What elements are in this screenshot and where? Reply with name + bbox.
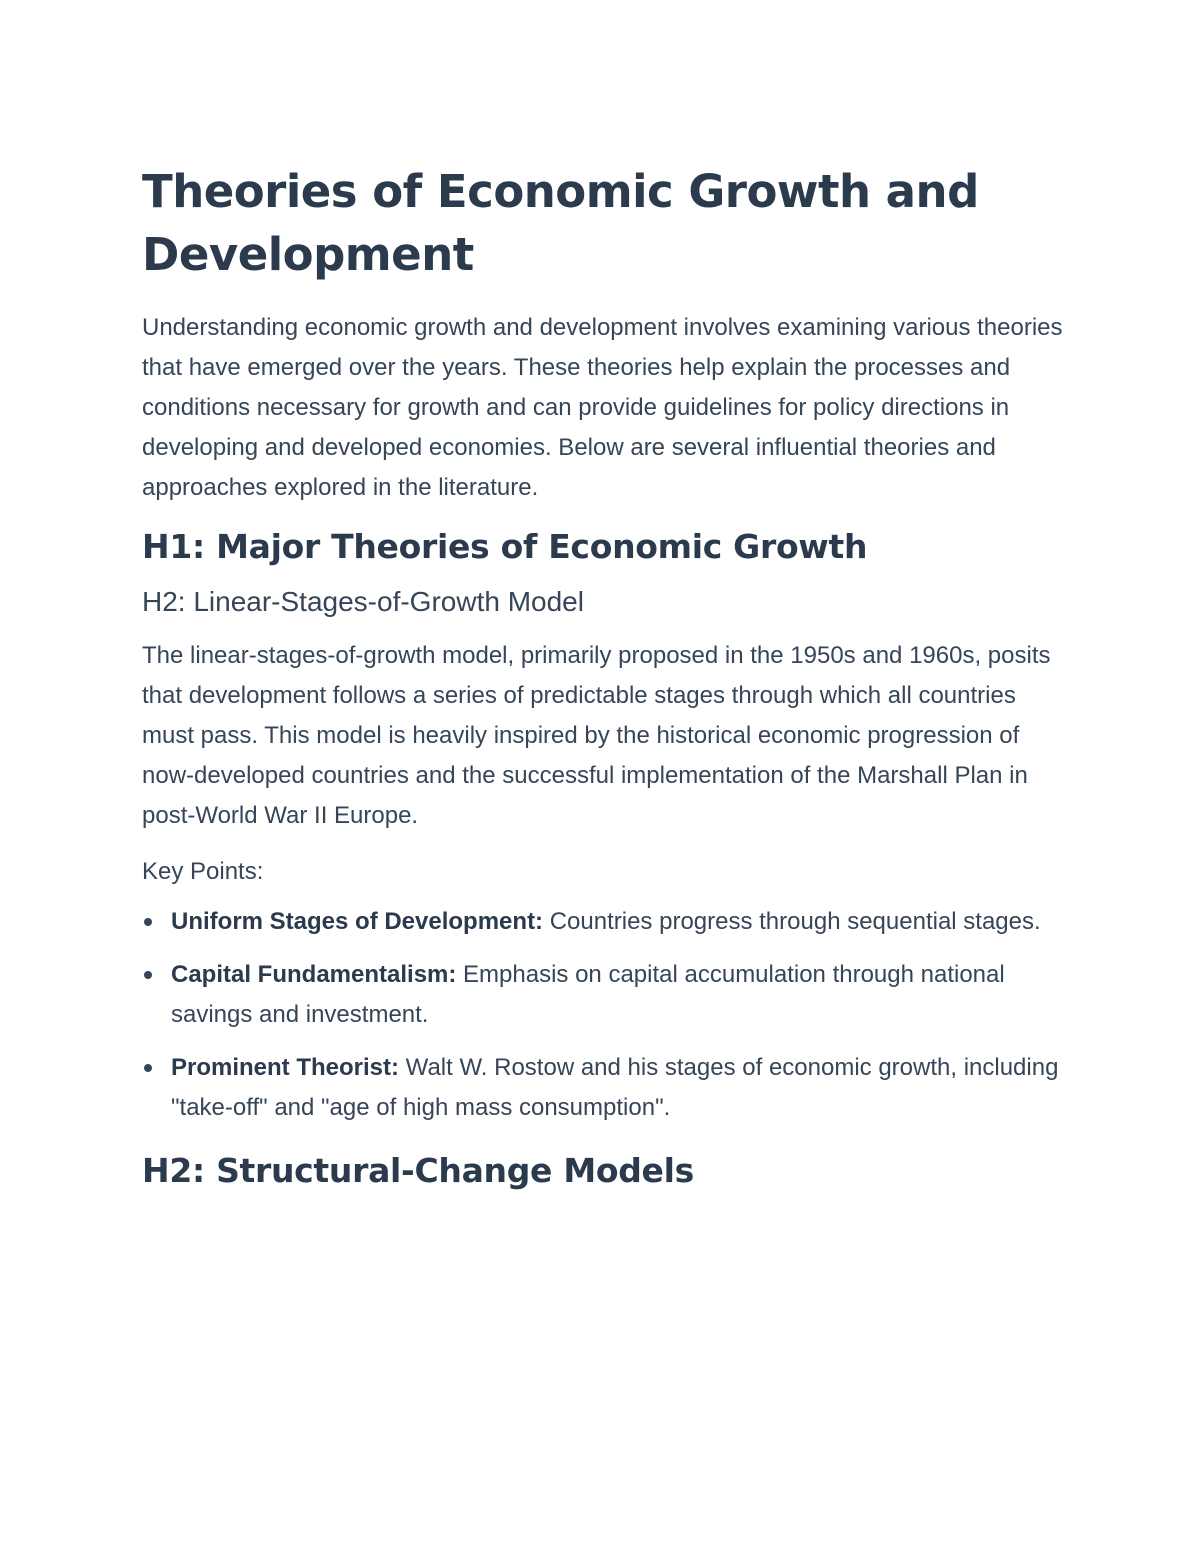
bullet-icon [144,918,152,926]
section-heading-structural-change: H2: Structural-Change Models [142,1151,694,1190]
key-points-list [142,902,1072,1128]
document-title: Theories of Economic Growth and Development [142,165,979,281]
bullet-icon [144,971,152,979]
subsection-heading-linear-stages: H2: Linear-Stages-of-Growth Model [142,586,584,617]
list-item-text: Countries progress through sequential stages. [543,908,1041,935]
list-item-text: Walt W. Rostow and his stages of economic growth, including "take-off" and "age of high mass consumption". [171,1054,1059,1121]
list-item-term: Prominent Theorist: [171,1054,400,1081]
list-item-term: Capital Fundamentalism: [171,961,457,988]
list-item-text: Emphasis on capital accumulation through national savings and investment. [171,961,1005,1028]
bullet-icon [144,1064,152,1072]
list-item [142,955,1072,1035]
key-points-label: Key Points: [142,858,264,885]
intro-paragraph: Understanding economic growth and development involves examining various theories that have emerged over the years. These theories help explain the processes and conditions necessary for growth and can provide guidelines for policy directions in developing and developed economies. Below are several influential theories and approaches explored in the literature. [142,314,1063,501]
linear-stages-paragraph: The linear-stages-of-growth model, primarily proposed in the 1950s and 1960s, posits that development follows a series of predictable stages through which all countries must pass. This model is heavily inspired by the historical economic progression of now-developed countries and the successful implementation of the Marshall Plan in post-World War II Europe. [142,642,1051,829]
document-page [142,160,1072,1194]
list-item [142,902,1072,942]
section-heading-major-theories: H1: Major Theories of Economic Growth [142,527,868,566]
list-item-term: Uniform Stages of Development: [171,908,544,935]
list-item [142,1048,1072,1128]
